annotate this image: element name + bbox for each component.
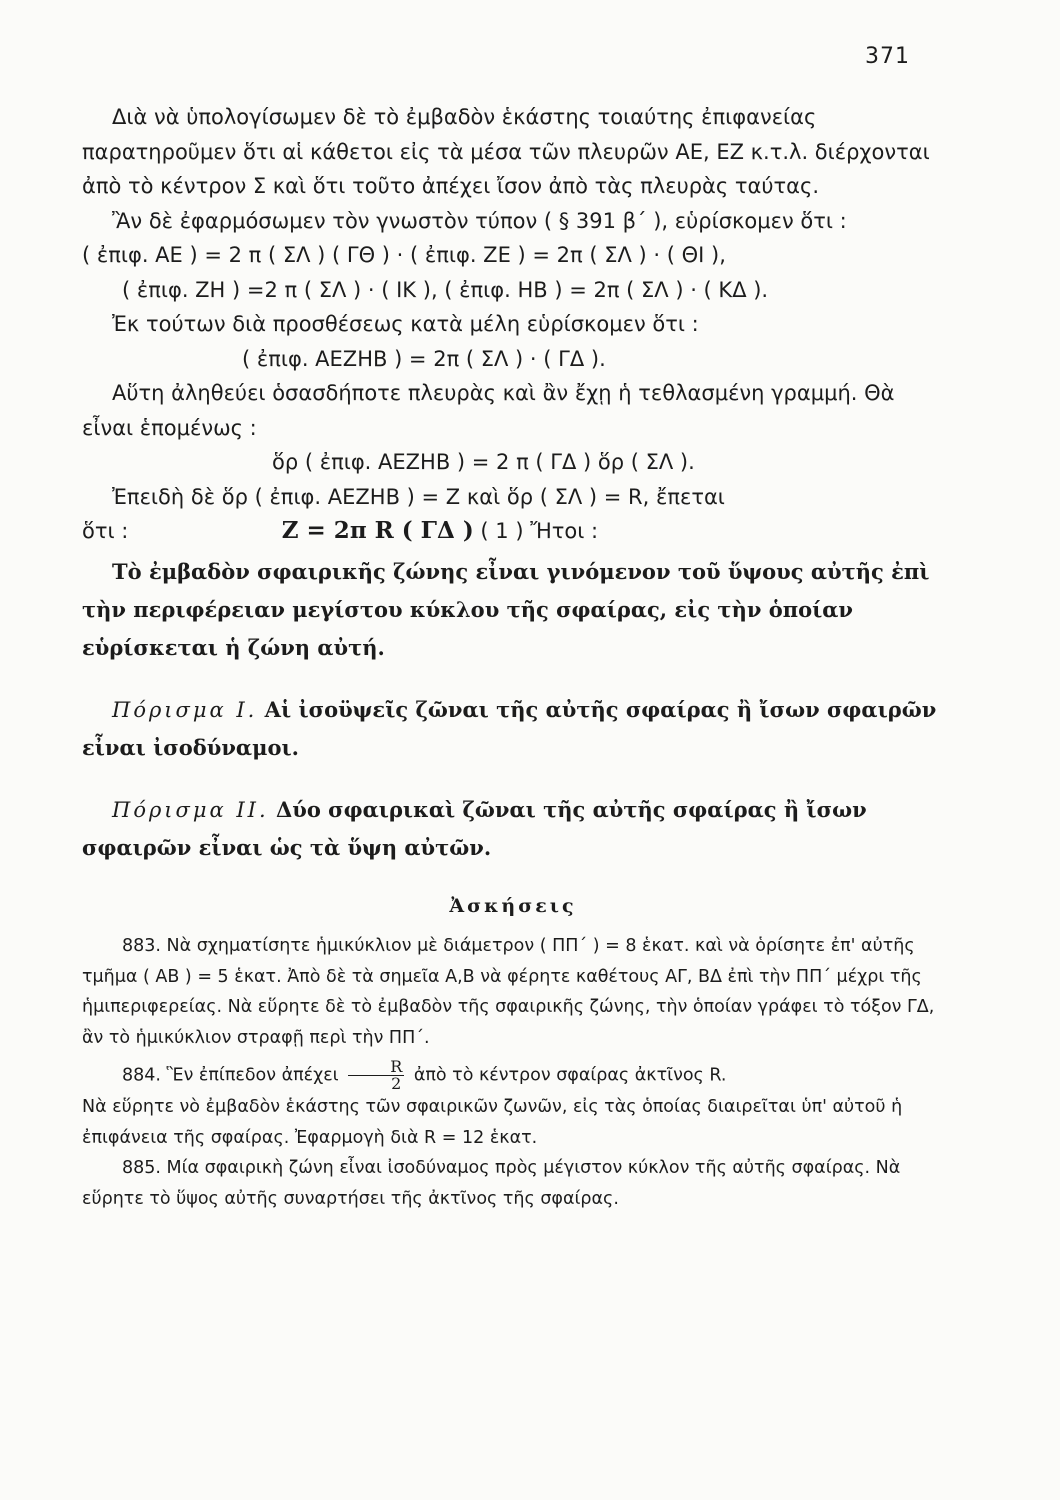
corollary-2 (82, 791, 944, 867)
exercises-list (82, 931, 944, 1214)
zone-area-formula: Ζ = 2π R ( ΓΔ ) (281, 517, 474, 544)
equation-4: ὅρ ( ἐπιφ. ΑΕΖΗΒ ) = 2 π ( ΓΔ ) ὅρ ( ΣΛ ). (272, 450, 695, 474)
equation-3: ( ἐπιφ. ΑΕΖΗΒ ) = 2π ( ΣΛ ) · ( ΓΔ ). (242, 346, 606, 371)
page-body (82, 100, 944, 1214)
formula-etoi: Ἤτοι : (530, 519, 599, 543)
equation-1: ( ἐπιφ. ΑΕ ) = 2 π ( ΣΛ ) ( ΓΘ ) · ( ἐπιφ. ΖΕ ) = 2π ( ΣΛ ) · ( ΘΙ ), (82, 243, 726, 267)
fraction-r-over-2 (348, 1059, 404, 1092)
paragraph-intro: Διὰ νὰ ὑπολογίσωμεν δὲ τὸ ἐμβαδὸν ἑκάστης τοιαύτης ἐπιφανείας παρατηροῦμεν ὅτι αἱ κάθετοι εἰς τὰ μέσα τῶν πλευρῶν ΑΕ, ΕΖ κ.τ.λ. διέρχονται ἀπὸ τὸ κέντρον Σ καὶ ὅτι τοῦτο ἀπέχει ἴσον ἀπὸ τὰς πλευρὰς ταύτας. (82, 105, 930, 198)
corollary-2-label: Πόρισμα ΙΙ. (112, 797, 269, 822)
exercise-884-continued: Νὰ εὕρητε νὸ ἐμβαδὸν ἑκάστης τῶν σφαιρικῶν ζωνῶν, εἰς τὰς ὁποίας διαιρεῖται ὑπ' αὐτοῦ ἡ ἐπιφάνεια τῆς σφαίρας. Ἐφαρμογὴ διὰ R = 12 ἑκατ. (82, 1097, 903, 1148)
paragraph-any-sides: Αὕτη ἀληθεύει ὁσασδήποτε πλευρὰς καὶ ἂν ἔχῃ ἡ τεθλασμένη γραμμή. Θὰ εἶναι ἑπομένως : (82, 381, 895, 440)
formula-lead: ὅτι : (82, 519, 129, 543)
equation-2: ( ἐπιφ. ΖΗ ) =2 π ( ΣΛ ) · ( ΙΚ ), ( ἐπιφ. ΗΒ ) = 2π ( ΣΛ ) · ( ΚΔ ). (122, 277, 769, 302)
formula-line (82, 514, 944, 549)
exercise-884-lead: 884. Ἓν ἐπίπεδον ἀπέχει (122, 1065, 339, 1086)
fraction-denominator: 2 (391, 1074, 402, 1093)
exercises-heading: Ἀσκήσεις (449, 894, 577, 917)
exercise-883: 883. Νὰ σχηματίσητε ἡμικύκλιον μὲ διάμετρον ( ΠΠ΄ ) = 8 ἑκατ. καὶ νὰ ὁρίσητε ἐπ' αὐτῆς τμῆμα ( ΑΒ ) = 5 ἑκατ. Ἀπὸ δὲ τὰ σημεῖα Α,Β νὰ φέρητε καθέτους ΑΓ, ΒΔ ἐπὶ τὴν ΠΠ΄ μέχρι τῆς ἡμιπεριφερείας. Νὰ εὕρητε δὲ τὸ ἐμβαδὸν τῆς σφαιρικῆς ζώνης, τὴν ὁποίαν γράφει τὸ τόξον ΓΔ, ἂν τὸ ἡμικύκλιον στραφῇ περὶ τὴν ΠΠ΄. (82, 936, 935, 1048)
corollary-1-text: Αἱ ἰσοϋψεῖς ζῶναι τῆς αὐτῆς σφαίρας ἢ ἴσων σφαιρῶν εἶναι ἰσοδύναμοι. (82, 696, 937, 760)
paragraph-formula-ref: Ἂν δὲ ἐφαρμόσωμεν τὸν γνωστὸν τύπον ( § 391 β΄ ), εὑρίσκομεν ὅτι : (112, 208, 847, 233)
paragraph-addition: Ἐκ τούτων διὰ προσθέσεως κατὰ μέλη εὑρίσκομεν ὅτι : (112, 312, 699, 336)
page-number: 371 (865, 44, 910, 69)
corollary-1-label: Πόρισμα Ι. (112, 697, 258, 722)
exercise-884 (82, 1059, 944, 1092)
exercise-884-tail: ἀπὸ τὸ κέντρον σφαίρας ἀκτῖνος R. (413, 1065, 727, 1086)
formula-number: ( 1 ) (480, 519, 524, 543)
theorem-statement: Τὸ ἐμβαδὸν σφαιρικῆς ζώνης εἶναι γινόμενον τοῦ ὕψους αὐτῆς ἐπὶ τὴν περιφέρειαν μεγίστου κύκλου τῆς σφαίρας, εἰς τὴν ὁποίαν εὑρίσκεται ἡ ζώνη αὐτή. (82, 558, 930, 660)
exercise-885: 885. Μία σφαιρικὴ ζώνη εἶναι ἰσοδύναμος πρὸς μέγιστον κύκλον τῆς αὐτῆς σφαίρας. Νὰ εὕρητε τὸ ὕψος αὐτῆς συναρτήσει τῆς ἀκτῖνος τῆς σφαίρας. (82, 1158, 901, 1209)
corollary-2-text: Δύο σφαιρικαὶ ζῶναι τῆς αὐτῆς σφαίρας ἢ ἴσων σφαιρῶν εἶναι ὡς τὰ ὕψη αὐτῶν. (82, 796, 867, 860)
paragraph-since: Ἐπειδὴ δὲ ὅρ ( ἐπιφ. ΑΕΖΗΒ ) = Ζ καὶ ὅρ ( ΣΛ ) = R, ἔπεται (112, 484, 725, 509)
corollary-1 (82, 691, 944, 767)
fraction-numerator: R (348, 1059, 404, 1076)
